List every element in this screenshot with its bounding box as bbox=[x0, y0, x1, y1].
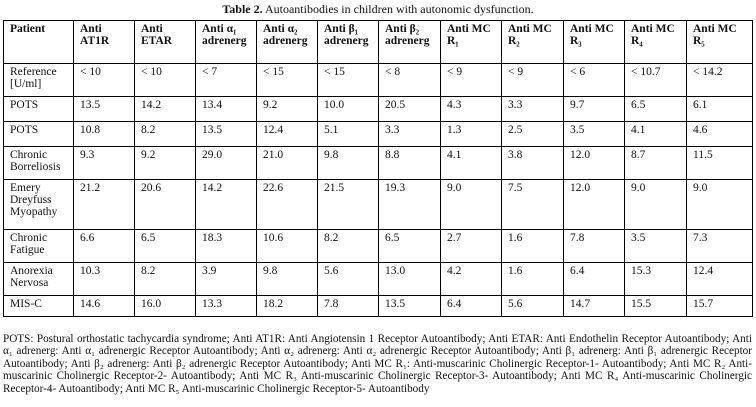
column-header-bottom: adrenerg bbox=[202, 35, 247, 47]
patient-cell: Anorexia Nervosa bbox=[4, 263, 74, 296]
column-header bbox=[502, 21, 564, 64]
column-header bbox=[625, 21, 687, 64]
value-cell: 7.3 bbox=[687, 230, 753, 263]
value-cell: 4.6 bbox=[687, 122, 753, 147]
value-cell: 12.0 bbox=[564, 147, 625, 180]
table-row bbox=[4, 180, 753, 230]
value-cell: 12.0 bbox=[564, 180, 625, 230]
value-cell: 19.3 bbox=[379, 180, 441, 230]
value-cell: 13.0 bbox=[379, 263, 441, 296]
value-cell: 7.8 bbox=[318, 296, 379, 317]
column-header bbox=[564, 21, 625, 64]
value-cell: 5.1 bbox=[318, 122, 379, 147]
value-cell: 9.0 bbox=[687, 180, 753, 230]
column-header-bottom: adrenerg bbox=[324, 35, 369, 47]
value-cell: < 9 bbox=[441, 64, 502, 97]
column-header-bottom: adrenerg bbox=[263, 35, 308, 47]
column-header-bottom: R₁ bbox=[447, 35, 459, 47]
column-header-top: Anti bbox=[141, 23, 163, 35]
value-cell: 3.5 bbox=[564, 122, 625, 147]
value-cell: 15.5 bbox=[625, 296, 687, 317]
value-cell: 13.5 bbox=[196, 122, 257, 147]
value-cell: < 7 bbox=[196, 64, 257, 97]
value-cell: < 6 bbox=[564, 64, 625, 97]
value-cell: 6.5 bbox=[625, 97, 687, 122]
value-cell: 7.8 bbox=[564, 230, 625, 263]
column-header-top: Patient bbox=[10, 23, 46, 35]
value-cell: 10.0 bbox=[318, 97, 379, 122]
value-cell: 5.6 bbox=[502, 296, 564, 317]
column-header bbox=[257, 21, 318, 64]
value-cell: 3.8 bbox=[502, 147, 564, 180]
value-cell: 7.5 bbox=[502, 180, 564, 230]
table-caption bbox=[0, 2, 756, 17]
value-cell: 10.6 bbox=[257, 230, 318, 263]
value-cell: 6.5 bbox=[135, 230, 196, 263]
value-cell: 13.5 bbox=[74, 97, 135, 122]
column-header bbox=[135, 21, 196, 64]
value-cell: < 10 bbox=[74, 64, 135, 97]
patient-cell: Reference [U/ml] bbox=[4, 64, 74, 97]
value-cell: 18.3 bbox=[196, 230, 257, 263]
value-cell: 4.3 bbox=[441, 97, 502, 122]
value-cell: 20.5 bbox=[379, 97, 441, 122]
value-cell: 21.0 bbox=[257, 147, 318, 180]
table-row bbox=[4, 263, 753, 296]
value-cell: 12.4 bbox=[257, 122, 318, 147]
caption-label: Table 2. bbox=[222, 2, 263, 16]
table-row bbox=[4, 147, 753, 180]
column-header bbox=[196, 21, 257, 64]
column-header-top: Anti α₁ bbox=[202, 23, 237, 35]
value-cell: 10.8 bbox=[74, 122, 135, 147]
value-cell: 14.2 bbox=[196, 180, 257, 230]
patient-cell: Emery Dreyfuss Myopathy bbox=[4, 180, 74, 230]
column-header bbox=[687, 21, 753, 64]
value-cell: 14.2 bbox=[135, 97, 196, 122]
value-cell: 9.2 bbox=[135, 147, 196, 180]
value-cell: 9.0 bbox=[441, 180, 502, 230]
column-header-bottom: AT1R bbox=[80, 35, 110, 47]
table-row bbox=[4, 296, 753, 317]
column-header-top: Anti MC bbox=[570, 23, 614, 35]
value-cell: 9.7 bbox=[564, 97, 625, 122]
value-cell: 12.4 bbox=[687, 263, 753, 296]
column-header-top: Anti α₂ bbox=[263, 23, 298, 35]
value-cell: 22.6 bbox=[257, 180, 318, 230]
value-cell: < 14.2 bbox=[687, 64, 753, 97]
column-header-bottom: R₃ bbox=[570, 35, 582, 47]
column-header-bottom: R₂ bbox=[508, 35, 520, 47]
value-cell: 4.1 bbox=[441, 147, 502, 180]
value-cell: < 10.7 bbox=[625, 64, 687, 97]
value-cell: 15.7 bbox=[687, 296, 753, 317]
column-header-bottom: ETAR bbox=[141, 35, 173, 47]
column-header-bottom: R₄ bbox=[631, 35, 643, 47]
value-cell: 2.5 bbox=[502, 122, 564, 147]
value-cell: < 8 bbox=[379, 64, 441, 97]
value-cell: 9.8 bbox=[257, 263, 318, 296]
patient-cell: POTS bbox=[4, 122, 74, 147]
column-header-top: Anti β₁ bbox=[324, 23, 359, 35]
value-cell: 3.9 bbox=[196, 263, 257, 296]
column-header bbox=[379, 21, 441, 64]
value-cell: 5.6 bbox=[318, 263, 379, 296]
column-header bbox=[318, 21, 379, 64]
value-cell: 1.6 bbox=[502, 263, 564, 296]
value-cell: 9.0 bbox=[625, 180, 687, 230]
table-row bbox=[4, 122, 753, 147]
column-header-bottom: adrenerg bbox=[385, 35, 430, 47]
column-header-top: Anti bbox=[80, 23, 102, 35]
table-row bbox=[4, 64, 753, 97]
value-cell: 9.8 bbox=[318, 147, 379, 180]
table-footnote: POTS: Postural orthostatic tachycardia syndrome; Anti AT1R: Anti Angiotensin 1 Receptor Autoantibody; Anti ETAR: Anti Endothelin Receptor Autoantibody; Anti α₁ adrenerg: Anti α₁ adrenergic Receptor Autoantibody; Anti α₂ adrenerg: Anti α₂ adrenergic Receptor Autoantibody; Anti β₁ adrenerg: Anti β₁ adrenergic Receptor Autoantibody; Anti β₂ adrenerg: Anti β₂ adrenergic Receptor Autoantibody; Anti MC R₁: Anti-muscarinic Cholinergic Receptor-1- Autoantibody; Anti MC R₂ Anti-muscarinic Cholinergic Receptor-2- Autoantibody; Anti MC R₃ Anti-muscarinic Cholinergic Receptor-3- Autoantibody; Anti MC R₄ Anti-muscarinic Cholinergic Receptor-4- Autoantibody; Anti MC R₅ Anti-muscarinic Cholinergic Receptor-5- Autoantibody bbox=[3, 333, 752, 395]
value-cell: 3.3 bbox=[379, 122, 441, 147]
value-cell: 6.4 bbox=[564, 263, 625, 296]
value-cell: 2.7 bbox=[441, 230, 502, 263]
patient-cell: MIS-C bbox=[4, 296, 74, 317]
value-cell: 8.2 bbox=[135, 263, 196, 296]
value-cell: 1.3 bbox=[441, 122, 502, 147]
value-cell: < 10 bbox=[135, 64, 196, 97]
value-cell: 13.4 bbox=[196, 97, 257, 122]
value-cell: 1.6 bbox=[502, 230, 564, 263]
value-cell: 13.5 bbox=[379, 296, 441, 317]
caption-text: Autoantibodies in children with autonomic dysfunction. bbox=[264, 2, 534, 16]
value-cell: 4.2 bbox=[441, 263, 502, 296]
patient-cell: Chronic Borreliosis bbox=[4, 147, 74, 180]
value-cell: 6.1 bbox=[687, 97, 753, 122]
value-cell: 3.5 bbox=[625, 230, 687, 263]
value-cell: 20.6 bbox=[135, 180, 196, 230]
value-cell: < 9 bbox=[502, 64, 564, 97]
column-header bbox=[441, 21, 502, 64]
value-cell: 13.3 bbox=[196, 296, 257, 317]
column-header-bottom: R₅ bbox=[693, 35, 705, 47]
value-cell: 6.5 bbox=[379, 230, 441, 263]
column-header bbox=[4, 21, 74, 64]
value-cell: 14.7 bbox=[564, 296, 625, 317]
patient-cell: POTS bbox=[4, 97, 74, 122]
column-header bbox=[74, 21, 135, 64]
value-cell: 8.8 bbox=[379, 147, 441, 180]
header-row bbox=[4, 21, 753, 64]
value-cell: 10.3 bbox=[74, 263, 135, 296]
value-cell: 18.2 bbox=[257, 296, 318, 317]
patient-cell: Chronic Fatigue bbox=[4, 230, 74, 263]
value-cell: 6.6 bbox=[74, 230, 135, 263]
column-header-top: Anti MC bbox=[693, 23, 737, 35]
value-cell: 6.4 bbox=[441, 296, 502, 317]
value-cell: 8.2 bbox=[135, 122, 196, 147]
autoantibody-table bbox=[3, 20, 753, 317]
value-cell: 21.2 bbox=[74, 180, 135, 230]
value-cell: 3.3 bbox=[502, 97, 564, 122]
value-cell: 9.2 bbox=[257, 97, 318, 122]
value-cell: < 15 bbox=[318, 64, 379, 97]
column-header-top: Anti β₂ bbox=[385, 23, 420, 35]
value-cell: < 15 bbox=[257, 64, 318, 97]
value-cell: 14.6 bbox=[74, 296, 135, 317]
column-header-top: Anti MC bbox=[447, 23, 491, 35]
table-row bbox=[4, 230, 753, 263]
table-body bbox=[4, 64, 753, 317]
value-cell: 8.7 bbox=[625, 147, 687, 180]
value-cell: 29.0 bbox=[196, 147, 257, 180]
value-cell: 11.5 bbox=[687, 147, 753, 180]
value-cell: 16.0 bbox=[135, 296, 196, 317]
value-cell: 21.5 bbox=[318, 180, 379, 230]
column-header-top: Anti MC bbox=[508, 23, 552, 35]
value-cell: 15.3 bbox=[625, 263, 687, 296]
value-cell: 4.1 bbox=[625, 122, 687, 147]
column-header-top: Anti MC bbox=[631, 23, 675, 35]
value-cell: 9.3 bbox=[74, 147, 135, 180]
table-row bbox=[4, 97, 753, 122]
value-cell: 8.2 bbox=[318, 230, 379, 263]
